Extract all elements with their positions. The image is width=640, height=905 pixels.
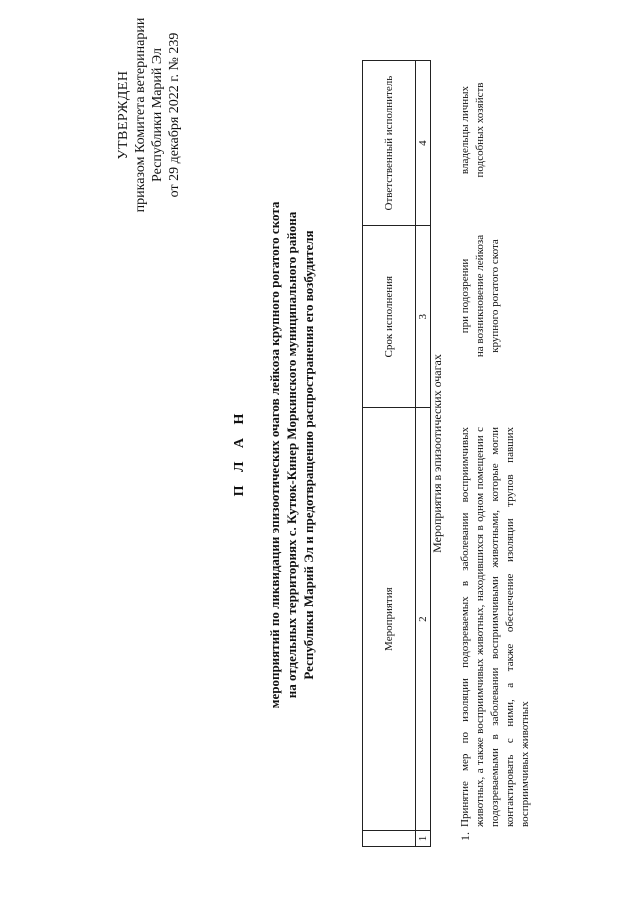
col-number-4: 4 — [416, 61, 431, 226]
col-number-2: 2 — [416, 408, 431, 831]
row-term — [458, 181, 503, 411]
table-header-row — [363, 61, 416, 847]
row-executor — [458, 55, 488, 205]
subtitle-line-1: мероприятий по ликвидации эпизоотических очагов лейкоза крупного рогатого скота — [267, 201, 282, 709]
header-col-measures: Мероприятия — [363, 408, 416, 831]
plan-title: П Л А Н — [232, 408, 247, 497]
approval-block — [115, 10, 183, 220]
row-executor-line-1: владельцы личных — [459, 85, 471, 175]
row-measure-text: Принятие мер по изоляции подозреваемых в заболевании восприимчивых животных, а также восприимчивых животных, находившихся в одном помещении с подозреваемыми в заболевании восприимчивыми животными, которые могли контактировать с ними, а также обеспечение изоляции трупов павших восприимчивых животных — [459, 427, 531, 827]
col-number-3: 3 — [416, 226, 431, 408]
table-number-row — [416, 61, 431, 847]
subtitle-line-3: Республики Марий Эл и предотвращению распространения его возбудителя — [301, 230, 316, 680]
section-title: Мероприятия в эпизоотических очагах — [430, 354, 444, 553]
header-col-term: Срок исполнения — [363, 226, 416, 408]
header-col-executor: Ответственный исполнитель — [363, 61, 416, 226]
approval-line-2: Республики Марий Эл — [150, 48, 165, 182]
row-term-line-2: на возникновение лейкоза — [474, 234, 486, 358]
row-executor-line-2: подсобных хозяйств — [474, 82, 486, 178]
row-term-line-1: при подозрении — [459, 258, 471, 334]
approval-line-3: от 29 декабря 2022 г. № 239 — [167, 32, 182, 198]
row-term-line-3: крупного рогатого скота — [489, 239, 501, 353]
subtitle-line-2: на отдельных территориях с. Кутюк-Кинер Моркинского муниципального района — [284, 211, 299, 699]
row-number: 1. — [458, 832, 472, 841]
plan-table — [362, 60, 431, 847]
approval-head: УТВЕРЖДЕН — [116, 70, 131, 160]
approval-line-1: приказом Комитета ветеринарии — [133, 17, 148, 213]
plan-subtitle — [266, 75, 317, 835]
col-number-1: 1 — [416, 831, 431, 847]
header-col-1 — [363, 831, 416, 847]
